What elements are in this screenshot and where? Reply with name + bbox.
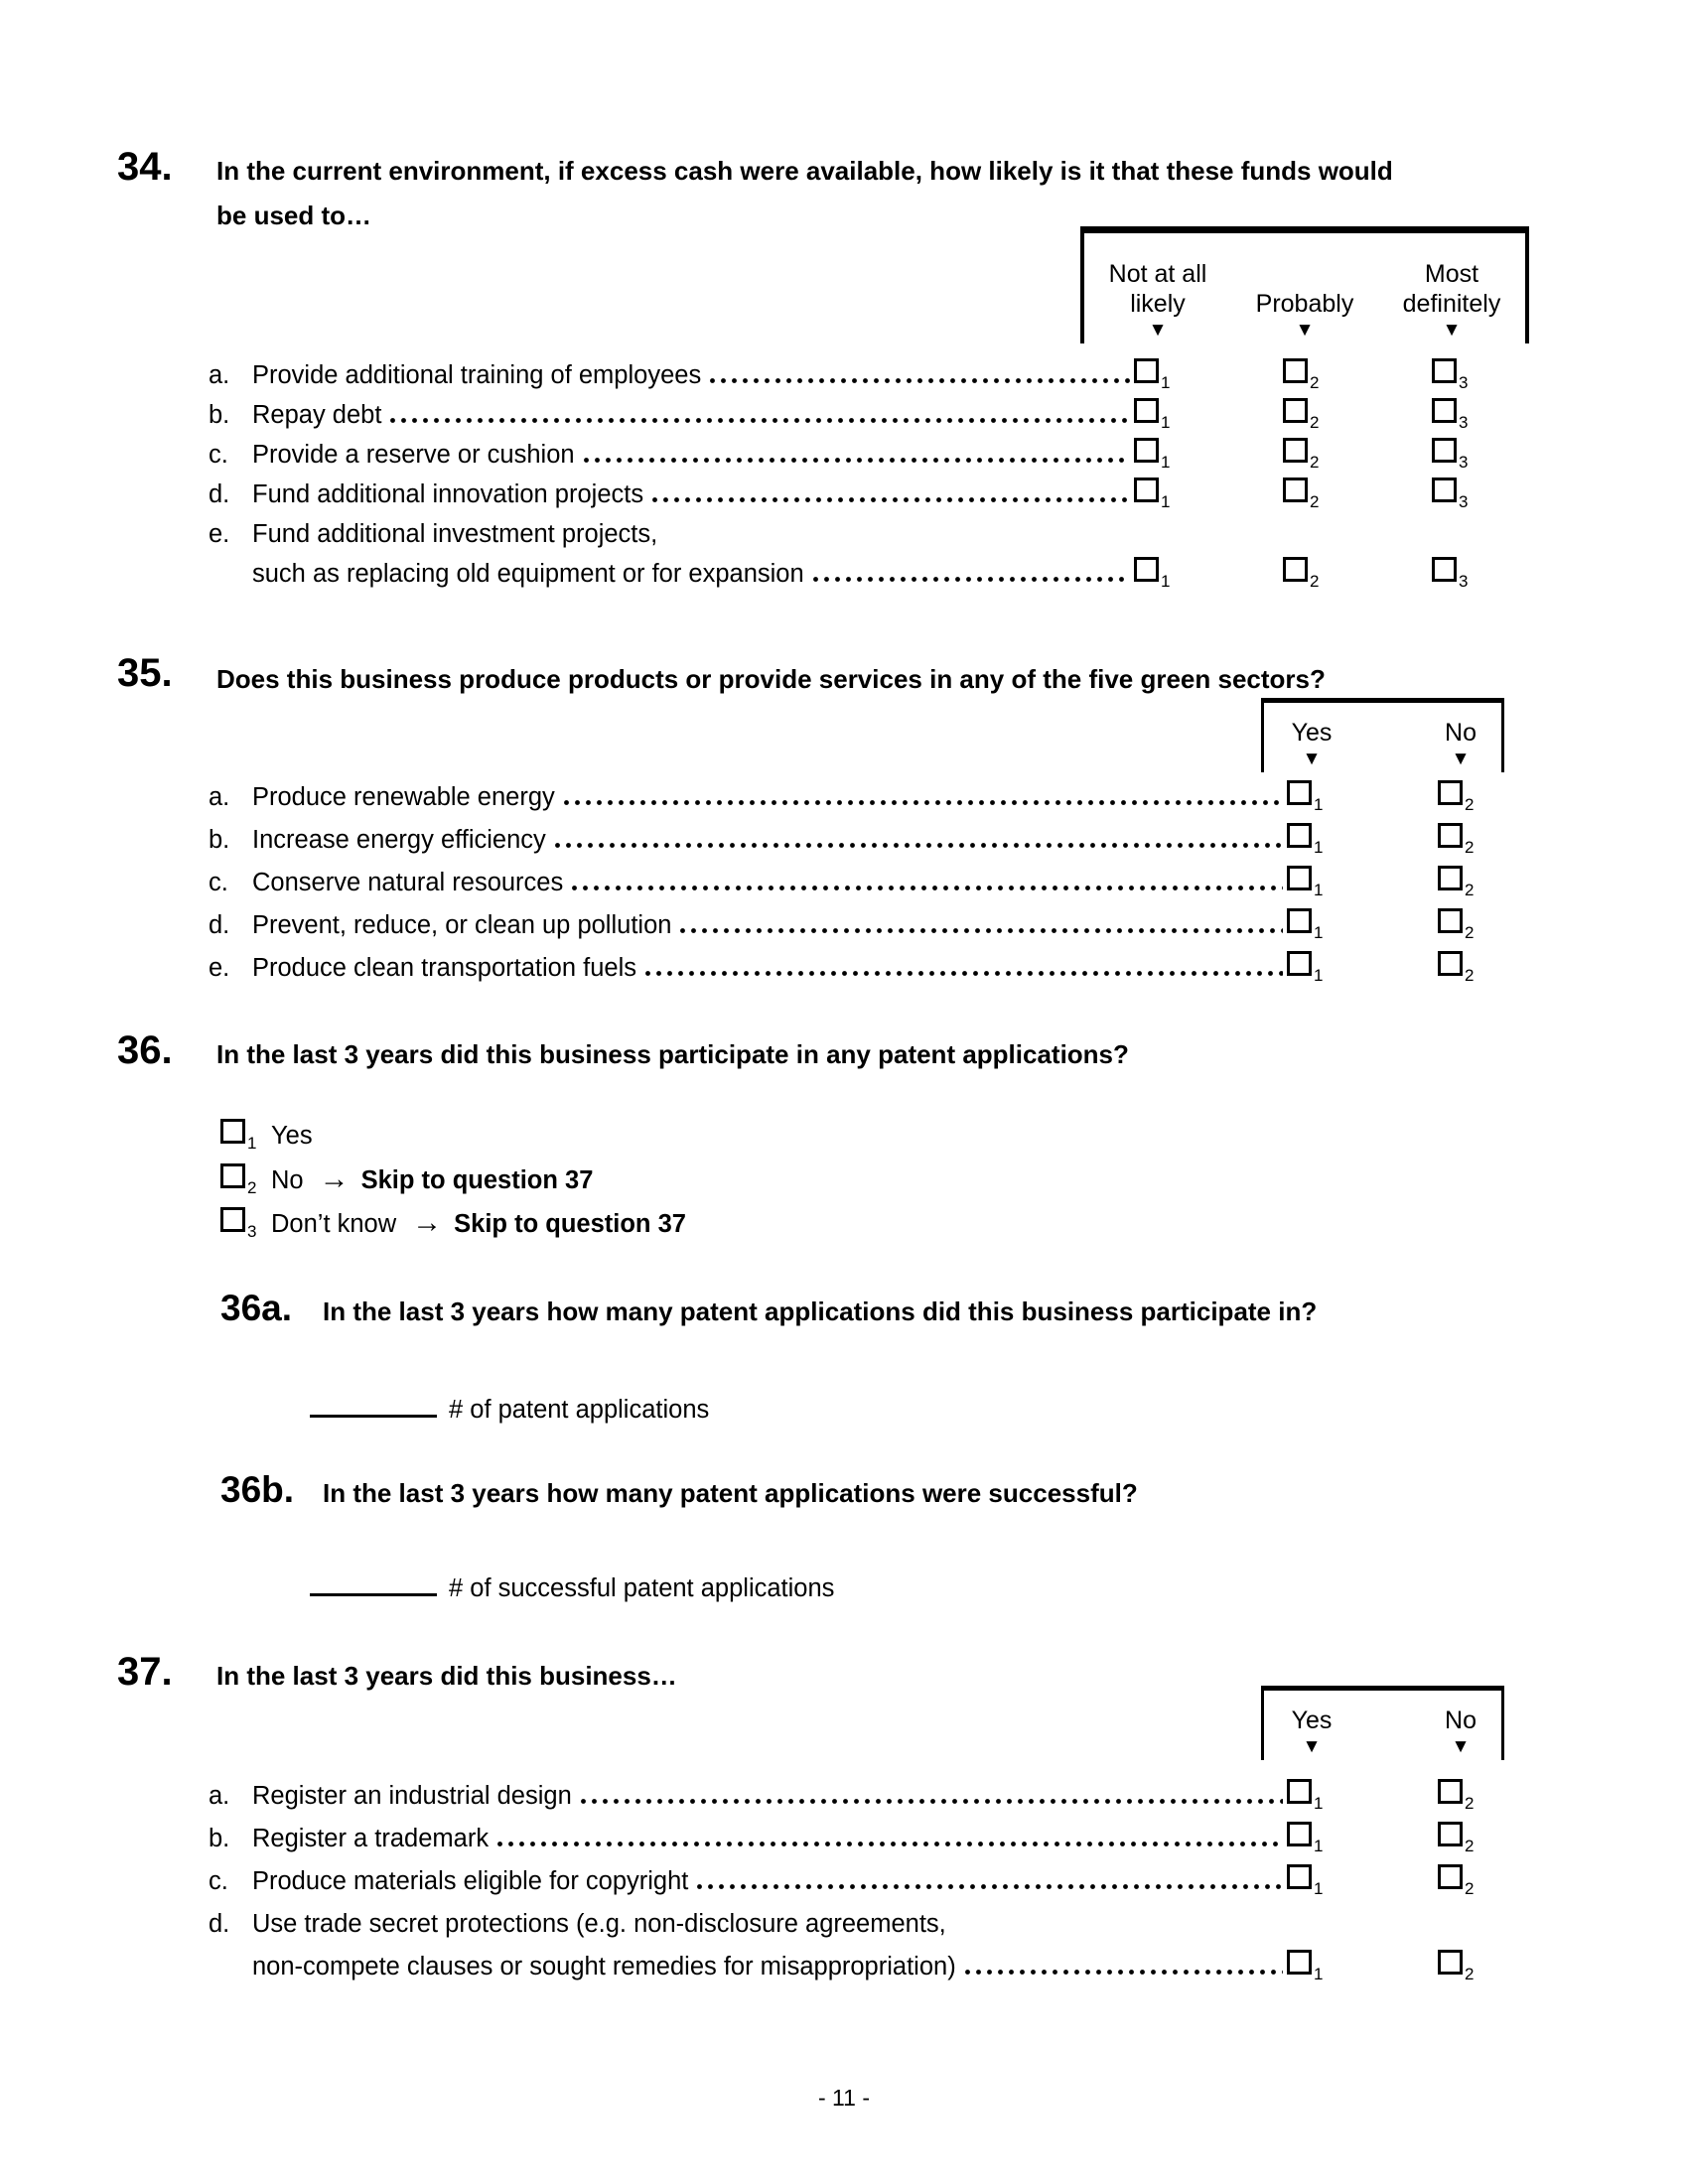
item-label: b. bbox=[209, 1825, 230, 1852]
option-label: Yes bbox=[271, 1122, 313, 1150]
item-text: Fund additional innovation projects bbox=[252, 480, 644, 508]
item-text: Increase energy efficiency bbox=[252, 826, 546, 854]
checkbox-yes[interactable] bbox=[1287, 951, 1327, 985]
checkbox-no[interactable] bbox=[220, 1163, 258, 1197]
down-arrow-icon: ▼ bbox=[1302, 1736, 1322, 1757]
checkbox-subscript: 2 bbox=[1310, 453, 1320, 472]
item-label: c. bbox=[209, 1867, 228, 1895]
dot-leader bbox=[564, 800, 1283, 805]
checkbox-subscript: 1 bbox=[1161, 373, 1171, 392]
skip-instruction: Skip to question 37 bbox=[360, 1166, 594, 1194]
item-label: c. bbox=[209, 869, 228, 896]
dot-leader bbox=[710, 378, 1130, 383]
checkbox-subscript: 1 bbox=[247, 1134, 257, 1153]
checkbox-most-definitely[interactable] bbox=[1432, 478, 1472, 511]
checkbox-subscript: 1 bbox=[1314, 795, 1324, 814]
checkbox-square bbox=[1287, 866, 1312, 890]
option-label: Don’t know bbox=[271, 1210, 397, 1238]
q37-yes-no-header-box bbox=[1261, 1686, 1504, 1760]
item-label: b. bbox=[209, 826, 230, 854]
checkbox-subscript: 3 bbox=[247, 1222, 257, 1241]
q34-number: 34. bbox=[117, 145, 173, 189]
dot-leader bbox=[645, 971, 1283, 976]
checkbox-square bbox=[1134, 557, 1159, 582]
header-text: Yes bbox=[1291, 719, 1333, 747]
q34-header-most-definitely bbox=[1378, 233, 1525, 343]
checkbox-most-definitely[interactable] bbox=[1432, 438, 1472, 472]
checkbox-subscript: 2 bbox=[1465, 966, 1475, 985]
header-text: likely bbox=[1130, 290, 1186, 318]
header-text: Most bbox=[1424, 260, 1479, 288]
checkbox-probably[interactable] bbox=[1283, 398, 1323, 432]
item-text: Fund additional investment projects, bbox=[252, 520, 658, 548]
checkbox-no[interactable] bbox=[1438, 1864, 1477, 1898]
checkbox-yes[interactable] bbox=[1287, 1822, 1327, 1855]
q35-item-d bbox=[209, 904, 1477, 947]
item-label: a. bbox=[209, 1782, 230, 1810]
write-in-blank[interactable] bbox=[310, 1415, 437, 1418]
down-arrow-icon: ▼ bbox=[1148, 320, 1168, 341]
item-label: e. bbox=[209, 520, 230, 548]
checkbox-square bbox=[1283, 478, 1308, 502]
item-label: d. bbox=[209, 911, 230, 939]
item-text: non-compete clauses or sought remedies for misappropriation) bbox=[252, 1953, 956, 1980]
q37-item-d-line1 bbox=[209, 1903, 1477, 1946]
checkbox-subscript: 2 bbox=[1310, 373, 1320, 392]
q34-scale-header-box bbox=[1080, 226, 1529, 343]
checkbox-dont-know[interactable] bbox=[220, 1207, 258, 1241]
dot-leader bbox=[572, 886, 1283, 890]
checkbox-subscript: 2 bbox=[1310, 492, 1320, 511]
checkbox-square bbox=[1283, 557, 1308, 582]
dot-leader bbox=[965, 1970, 1283, 1975]
q36-title bbox=[216, 1032, 1129, 1077]
checkbox-subscript: 1 bbox=[1314, 966, 1324, 985]
checkbox-no[interactable] bbox=[1438, 1950, 1477, 1983]
checkbox-square bbox=[1432, 478, 1457, 502]
checkbox-subscript: 1 bbox=[1314, 881, 1324, 899]
checkbox-subscript: 2 bbox=[1465, 923, 1475, 942]
checkbox-subscript: 2 bbox=[1465, 795, 1475, 814]
checkbox-square bbox=[1438, 1779, 1463, 1804]
checkbox-yes[interactable] bbox=[1287, 1950, 1327, 1983]
q37-item-a bbox=[209, 1775, 1477, 1818]
checkbox-subscript: 1 bbox=[1161, 572, 1171, 591]
checkbox-square bbox=[1283, 358, 1308, 383]
checkbox-yes[interactable] bbox=[1287, 908, 1327, 942]
checkbox-square bbox=[1287, 951, 1312, 976]
checkbox-subscript: 2 bbox=[1465, 1879, 1475, 1898]
checkbox-square bbox=[1287, 780, 1312, 805]
q34-title-line2: be used to… bbox=[216, 201, 372, 230]
checkbox-subscript: 2 bbox=[1465, 1965, 1475, 1983]
dot-leader bbox=[697, 1884, 1283, 1889]
q34-header-not-at-all-likely bbox=[1084, 233, 1231, 343]
checkbox-subscript: 1 bbox=[1314, 1794, 1324, 1813]
checkbox-square bbox=[220, 1163, 245, 1188]
dot-leader bbox=[584, 458, 1130, 463]
dot-leader bbox=[555, 843, 1283, 848]
checkbox-subscript: 3 bbox=[1459, 492, 1469, 511]
checkbox-no[interactable] bbox=[1438, 866, 1477, 899]
q37-item-c bbox=[209, 1860, 1477, 1903]
checkbox-square bbox=[1134, 438, 1159, 463]
q36b-heading bbox=[220, 1469, 1138, 1511]
header-text: Not at all bbox=[1108, 260, 1207, 288]
page-number: - 11 - bbox=[818, 2085, 870, 2111]
checkbox-no[interactable] bbox=[1438, 1779, 1477, 1813]
checkbox-yes[interactable] bbox=[1287, 1779, 1327, 1813]
item-label: d. bbox=[209, 480, 230, 508]
q36-option-dont-know bbox=[220, 1201, 686, 1245]
q35-header-no bbox=[1386, 703, 1535, 772]
item-label: c. bbox=[209, 441, 228, 469]
checkbox-probably[interactable] bbox=[1283, 478, 1323, 511]
q34-title-line1: In the current environment, if excess cash were available, how likely is it that these funds would bbox=[216, 156, 1393, 186]
item-text: Register an industrial design bbox=[252, 1782, 572, 1810]
checkbox-subscript: 1 bbox=[1161, 453, 1171, 472]
checkbox-subscript: 1 bbox=[1161, 413, 1171, 432]
checkbox-yes[interactable] bbox=[1287, 866, 1327, 899]
checkbox-square bbox=[1287, 1822, 1312, 1846]
q34-item-c bbox=[209, 435, 1472, 475]
item-text: Use trade secret protections (e.g. non-disclosure agreements, bbox=[252, 1910, 946, 1938]
checkbox-subscript: 3 bbox=[1459, 453, 1469, 472]
item-text: Provide a reserve or cushion bbox=[252, 441, 575, 469]
checkbox-square bbox=[220, 1119, 245, 1144]
q37-items bbox=[209, 1775, 1477, 1988]
q36-options bbox=[220, 1114, 686, 1245]
q34-item-e-line2 bbox=[209, 554, 1472, 594]
item-text: such as replacing old equipment or for expansion bbox=[252, 560, 804, 588]
checkbox-most-definitely[interactable] bbox=[1432, 358, 1472, 392]
checkbox-subscript: 2 bbox=[1310, 413, 1320, 432]
checkbox-square bbox=[1283, 438, 1308, 463]
q36-option-no bbox=[220, 1158, 686, 1201]
q35-item-e bbox=[209, 947, 1477, 990]
q34-items bbox=[209, 355, 1472, 594]
checkbox-no[interactable] bbox=[1438, 823, 1477, 857]
q35-title-text: Does this business produce products or provide services in any of the five green sectors? bbox=[216, 664, 1326, 694]
checkbox-subscript: 3 bbox=[1459, 373, 1469, 392]
checkbox-probably[interactable] bbox=[1283, 358, 1323, 392]
option-label: No bbox=[271, 1166, 304, 1194]
checkbox-probably[interactable] bbox=[1283, 557, 1323, 591]
dot-leader bbox=[652, 497, 1130, 502]
checkbox-subscript: 1 bbox=[1314, 1879, 1324, 1898]
checkbox-square bbox=[1287, 1950, 1312, 1975]
q35-item-c bbox=[209, 862, 1477, 904]
header-text: No bbox=[1445, 1706, 1477, 1734]
item-label: d. bbox=[209, 1910, 230, 1938]
q37-title bbox=[216, 1654, 677, 1699]
dot-leader bbox=[813, 577, 1130, 582]
header-text: No bbox=[1445, 719, 1477, 747]
checkbox-subscript: 1 bbox=[1314, 1965, 1324, 1983]
checkbox-square bbox=[1438, 823, 1463, 848]
checkbox-no[interactable] bbox=[1438, 908, 1477, 942]
down-arrow-icon: ▼ bbox=[1451, 1736, 1471, 1757]
header-text: definitely bbox=[1402, 290, 1501, 318]
checkbox-square bbox=[1438, 908, 1463, 933]
checkbox-square bbox=[1438, 866, 1463, 890]
checkbox-subscript: 3 bbox=[1459, 413, 1469, 432]
item-text: Provide additional training of employees bbox=[252, 361, 702, 389]
q36b-title: In the last 3 years how many patent applications were successful? bbox=[323, 1478, 1138, 1508]
checkbox-square bbox=[1134, 358, 1159, 383]
checkbox-yes[interactable] bbox=[1287, 780, 1327, 814]
q36a-number: 36a. bbox=[220, 1288, 293, 1328]
checkbox-no[interactable] bbox=[1438, 951, 1477, 985]
header-text: Probably bbox=[1255, 290, 1354, 318]
checkbox-subscript: 1 bbox=[1161, 492, 1171, 511]
checkbox-square bbox=[1438, 1864, 1463, 1889]
dot-leader bbox=[390, 418, 1130, 423]
q36a-answer-row bbox=[310, 1395, 709, 1425]
q37-header-yes bbox=[1237, 1691, 1386, 1760]
checkbox-subscript: 3 bbox=[1459, 572, 1469, 591]
q37-item-b bbox=[209, 1818, 1477, 1860]
checkbox-subscript: 1 bbox=[1314, 838, 1324, 857]
checkbox-square bbox=[1287, 908, 1312, 933]
item-text: Produce renewable energy bbox=[252, 783, 555, 811]
checkbox-yes[interactable] bbox=[1287, 1864, 1327, 1898]
q36a-title: In the last 3 years how many patent applications did this business participate in? bbox=[323, 1297, 1318, 1326]
checkbox-subscript: 2 bbox=[1310, 572, 1320, 591]
q35-item-b bbox=[209, 819, 1477, 862]
q34-header-probably bbox=[1231, 233, 1378, 343]
q35-items bbox=[209, 776, 1477, 990]
item-label: a. bbox=[209, 783, 230, 811]
q34-item-e-line1 bbox=[209, 514, 1472, 554]
checkbox-probably[interactable] bbox=[1283, 438, 1323, 472]
q37-title-text: In the last 3 years did this business… bbox=[216, 1661, 677, 1691]
item-label: b. bbox=[209, 401, 230, 429]
header-text: Yes bbox=[1291, 1706, 1333, 1734]
checkbox-square bbox=[1287, 1779, 1312, 1804]
q34-item-a bbox=[209, 355, 1472, 395]
blank-label: # of patent applications bbox=[449, 1396, 710, 1424]
checkbox-not-at-all[interactable] bbox=[1134, 478, 1174, 511]
checkbox-square bbox=[1432, 557, 1457, 582]
checkbox-square bbox=[1438, 1950, 1463, 1975]
item-text: Produce clean transportation fuels bbox=[252, 954, 636, 982]
q37-item-d-line2 bbox=[209, 1946, 1477, 1988]
checkbox-square bbox=[220, 1207, 245, 1232]
checkbox-square bbox=[1283, 398, 1308, 423]
q36-option-yes bbox=[220, 1114, 686, 1158]
q35-item-a bbox=[209, 776, 1477, 819]
checkbox-subscript: 2 bbox=[1465, 1837, 1475, 1855]
dot-leader bbox=[680, 928, 1283, 933]
checkbox-subscript: 2 bbox=[1465, 838, 1475, 857]
q34-item-d bbox=[209, 475, 1472, 514]
q34-item-b bbox=[209, 395, 1472, 435]
checkbox-square bbox=[1134, 398, 1159, 423]
checkbox-square bbox=[1287, 823, 1312, 848]
q36a-heading bbox=[220, 1288, 1317, 1329]
q35-number: 35. bbox=[117, 651, 173, 695]
dot-leader bbox=[581, 1799, 1283, 1804]
checkbox-most-definitely[interactable] bbox=[1432, 398, 1472, 432]
checkbox-not-at-all[interactable] bbox=[1134, 557, 1174, 591]
checkbox-no[interactable] bbox=[1438, 780, 1477, 814]
checkbox-square bbox=[1432, 398, 1457, 423]
q34-title bbox=[216, 149, 1393, 238]
checkbox-subscript: 2 bbox=[247, 1178, 257, 1197]
down-arrow-icon: ▼ bbox=[1451, 749, 1471, 769]
checkbox-not-at-all[interactable] bbox=[1134, 358, 1174, 392]
item-text: Prevent, reduce, or clean up pollution bbox=[252, 911, 672, 939]
item-text: Conserve natural resources bbox=[252, 869, 564, 896]
dot-leader bbox=[497, 1842, 1283, 1846]
q37-header-no bbox=[1386, 1691, 1535, 1760]
down-arrow-icon: ▼ bbox=[1302, 749, 1322, 769]
checkbox-square bbox=[1432, 358, 1457, 383]
q35-yes-no-header-box bbox=[1261, 698, 1504, 772]
checkbox-yes[interactable] bbox=[220, 1119, 258, 1153]
checkbox-subscript: 2 bbox=[1465, 881, 1475, 899]
q36-number: 36. bbox=[117, 1028, 173, 1072]
skip-arrow-icon: → bbox=[319, 1162, 350, 1195]
item-text: Register a trademark bbox=[252, 1825, 490, 1852]
blank-label: # of successful patent applications bbox=[449, 1574, 835, 1602]
down-arrow-icon: ▼ bbox=[1442, 320, 1462, 341]
checkbox-most-definitely[interactable] bbox=[1432, 557, 1472, 591]
write-in-blank[interactable] bbox=[310, 1593, 437, 1596]
checkbox-square bbox=[1432, 438, 1457, 463]
checkbox-subscript: 1 bbox=[1314, 1837, 1324, 1855]
checkbox-square bbox=[1438, 1822, 1463, 1846]
q36-title-text: In the last 3 years did this business participate in any patent applications? bbox=[216, 1039, 1129, 1069]
checkbox-not-at-all[interactable] bbox=[1134, 398, 1174, 432]
checkbox-square bbox=[1438, 951, 1463, 976]
checkbox-square bbox=[1134, 478, 1159, 502]
checkbox-no[interactable] bbox=[1438, 1822, 1477, 1855]
q36b-answer-row bbox=[310, 1573, 834, 1603]
skip-arrow-icon: → bbox=[412, 1206, 443, 1239]
q36b-number: 36b. bbox=[220, 1469, 295, 1510]
q35-header-yes bbox=[1237, 703, 1386, 772]
item-label: a. bbox=[209, 361, 230, 389]
checkbox-yes[interactable] bbox=[1287, 823, 1327, 857]
skip-instruction: Skip to question 37 bbox=[454, 1210, 686, 1238]
item-text: Repay debt bbox=[252, 401, 382, 429]
item-text: Produce materials eligible for copyright bbox=[252, 1867, 689, 1895]
item-label: e. bbox=[209, 954, 230, 982]
checkbox-subscript: 2 bbox=[1465, 1794, 1475, 1813]
checkbox-square bbox=[1438, 780, 1463, 805]
checkbox-not-at-all[interactable] bbox=[1134, 438, 1174, 472]
checkbox-subscript: 1 bbox=[1314, 923, 1324, 942]
checkbox-square bbox=[1287, 1864, 1312, 1889]
q35-title bbox=[216, 657, 1326, 702]
q37-number: 37. bbox=[117, 1650, 173, 1694]
down-arrow-icon: ▼ bbox=[1295, 320, 1315, 341]
